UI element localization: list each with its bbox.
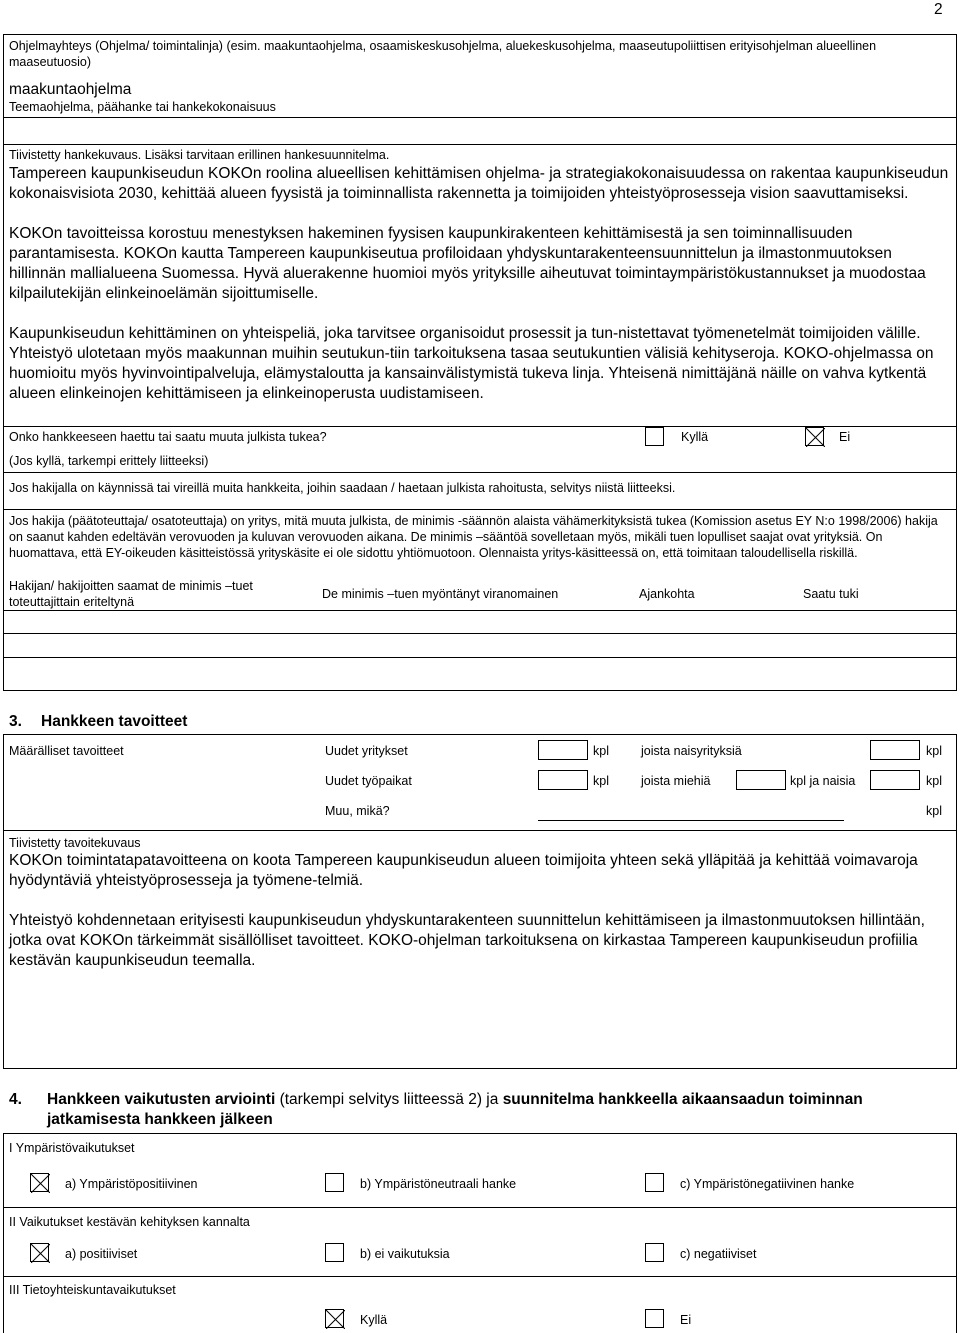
dev-none-label: b) ei vaikutuksia <box>360 1247 450 1261</box>
check-cross-icon <box>326 1310 345 1329</box>
summary-paragraph: KOKOn tavoitteissa korostuu menestyksen hakeminen fyysisen kaupunkirakenteen kehittämisestä ja sen toiminnallisuuden parantamisesta. KOKOn kautta Tampereen kaupunkiseutua profiloidaan yhdyskuntarakenteensuunnittelun ja ilmastonmuutoksen hillinnän mallialueena Suomessa. Hyvä aluerakenne huomioi myös yrityksille aiheutuvat toimintaympäristökustannukset ja muodostaa kilpailutekijän elinkeinoelämän sijoittumiselle. <box>9 225 926 302</box>
funding-no-label: Ei <box>839 430 851 444</box>
env-negative-label: c) Ympäristönegatiivinen hanke <box>680 1177 855 1191</box>
divider <box>3 830 957 831</box>
unit-label: kpl <box>593 774 609 788</box>
dev-positive-checkbox[interactable] <box>30 1243 49 1262</box>
women-input[interactable] <box>870 770 920 790</box>
men-input[interactable] <box>736 770 786 790</box>
other-input[interactable] <box>538 820 844 821</box>
quantitative-label: Määrälliset tavoitteet <box>9 744 124 758</box>
section3-number: 3. <box>9 713 22 730</box>
divider <box>3 1207 957 1208</box>
funding-details-label: (Jos kyllä, tarkempi erittely liitteeksi) <box>9 454 209 468</box>
section4-title <box>47 1090 927 1130</box>
dev-negative-checkbox[interactable] <box>645 1243 664 1262</box>
de-minimis-header-authority: De minimis –tuen myöntänyt viranomainen <box>322 587 559 601</box>
unit-label: kpl <box>926 744 942 758</box>
programme-value[interactable]: maakuntaohjelma <box>9 81 132 98</box>
theme-value[interactable] <box>9 119 949 139</box>
unit-label: kpl <box>926 804 942 818</box>
funding-yes-label: Kyllä <box>681 430 709 444</box>
divider <box>3 472 957 473</box>
env-positive-label: a) Ympäristöpositiivinen <box>65 1177 198 1191</box>
env-label: I Ympäristövaikutukset <box>9 1141 135 1155</box>
women-companies-input[interactable] <box>870 740 920 760</box>
unit-label: kpl <box>593 744 609 758</box>
divider <box>3 509 957 510</box>
info-label: III Tietoyhteiskuntavaikutukset <box>9 1283 176 1297</box>
new-companies-input[interactable] <box>538 740 588 760</box>
table-row[interactable] <box>4 634 956 656</box>
section4-number: 4. <box>9 1091 22 1108</box>
check-cross-icon <box>31 1174 50 1193</box>
goal-summary[interactable] <box>9 851 949 971</box>
divider <box>3 1276 957 1277</box>
form-frame-section4 <box>3 1133 957 1333</box>
men-label: joista miehiä <box>641 774 711 788</box>
goal-paragraph: Yhteistyö kohdennetaan erityisesti kaupunkiseudun yhdyskuntarakenteen suunnittelun kehittämiseen ja ilmastonmuutoksen hillintään, jotka ovat KOKOn tärkeimmät sisällölliset tavoitteet. KOKO-ohjelman tarkoituksena on kirkastaa Tampereen kaupunkiseudun profiilia kestävän kaupunkiseudun teemalla. <box>9 912 925 969</box>
de-minimis-text: Jos hakija (päätoteuttaja/ osatoteuttaja) on yritys, mitä muuta julkista, de minimis -säännön alaista vähämerkityksistä tukea (Komission asetus EY N:o 1998/2006) hakija on saanut kahden edeltävän verovuoden ja kuluvan verovuoden aikana. De minimis –sääntöä sovelletaan myös, mikäli tuen lopulliset saajat ovat yrityksiä. On huomattava, että EY-oikeuden käsitteistössä yrityskäsite ei ole sidottu yhtiömuotoon. Olennaista yritys-käsitteessä on, että toimitaan taloudellisella riskillä. <box>9 514 938 560</box>
section4-title-bold: suunnitelma hankkeella aikaansaadun toiminnan jatkamisesta hankkeen jälkeen <box>47 1091 863 1128</box>
section4-title-normal: (tarkempi selvitys liitteessä 2) ja <box>275 1091 503 1108</box>
divider <box>3 144 957 145</box>
section3-title: Hankkeen tavoitteet <box>41 713 188 730</box>
check-cross-icon <box>806 428 825 447</box>
goal-paragraph: KOKOn toimintatapatavoitteena on koota Tampereen kaupunkiseudun alueen toimijoita yhteen sekä ylläpitää ja kehittää voimavaroja hyödyntäviä yhteistyöprosesseja ja työmene-telmiä. <box>9 852 918 889</box>
page-number: 2 <box>934 1 943 18</box>
summary-paragraph: Kaupunkiseudun kehittäminen on yhteispeliä, joka tarvitsee organisoidut prosessit ja tun-nistettavat työmenetelmät toimijoiden välille. Yhteistyö ulotetaan myös maakunnan muihin seutukun-tiin tarkoituksena tasaa seutukuntien välisiä kehityseroja. KOKO-ohjelmassa on huomioitu myös hyvinvointipalveluja, elämystaloutta ja kansainvälistymistä tukeva linja. Yhteisenä nimittäjänä näille on vahva kytkentä alueen elinkeinojen kehittämiseen ja elinkeinoperusta uudistamiseen. <box>9 325 934 402</box>
dev-label: II Vaikutukset kestävän kehityksen kannalta <box>9 1215 250 1229</box>
programme-label: Ohjelmayhteys (Ohjelma/ toimintalinja) (esim. maakuntaohjelma, osaamiskeskusohjelma, aluekeskusohjelma, maaseutupoliittisen erityisohjelman alueellinen maaseutuosio) <box>9 39 877 69</box>
summary-paragraph: Tampereen kaupunkiseudun KOKOn roolina alueellisen kehittämisen ohjelma- ja strategiakokonaisuudessa on rakentaa kaupunkiseudun kokonaisvisiota 2030, kehittää alueen fyysistä ja toiminnallista rakennetta ja toimijoiden yhteistyöprosesseja vision saavuttamiseksi. <box>9 165 949 202</box>
de-minimis-header-date: Ajankohta <box>639 587 695 601</box>
info-no-checkbox[interactable] <box>645 1309 664 1328</box>
project-summary[interactable] <box>9 164 949 404</box>
env-neutral-checkbox[interactable] <box>325 1173 344 1192</box>
funding-question: Onko hankkeeseen haettu tai saatu muuta julkista tukea? <box>9 430 327 444</box>
theme-label: Teemaohjelma, päähanke tai hankekokonaisuus <box>9 100 276 114</box>
funding-yes-checkbox[interactable] <box>645 427 664 446</box>
funding-no-checkbox[interactable] <box>805 427 824 446</box>
de-minimis-header-applicant: Hakijan/ hakijoitten saamat de minimis –tuet toteuttajittain eriteltynä <box>9 579 253 609</box>
section4-title-bold: Hankkeen vaikutusten arviointi <box>47 1091 276 1108</box>
info-yes-checkbox[interactable] <box>325 1309 344 1328</box>
dev-none-checkbox[interactable] <box>325 1243 344 1262</box>
women-label: kpl ja naisia <box>790 774 856 788</box>
dev-positive-label: a) positiiviset <box>65 1247 138 1261</box>
new-jobs-input[interactable] <box>538 770 588 790</box>
info-no-label: Ei <box>680 1313 692 1327</box>
summary-label: Tiivistetty hankekuvaus. Lisäksi tarvitaan erillinen hankesuunnitelma. <box>9 148 390 162</box>
other-projects-label: Jos hakijalla on käynnissä tai vireillä muita hankkeita, joihin saadaan / haetaan julkista rahoitusta, selvitys niistä liitteeksi. <box>9 481 676 495</box>
dev-negative-label: c) negatiiviset <box>680 1247 757 1261</box>
new-jobs-label: Uudet työpaikat <box>325 774 412 788</box>
table-row[interactable] <box>4 611 956 632</box>
env-negative-checkbox[interactable] <box>645 1173 664 1192</box>
goal-summary-label: Tiivistetty tavoitekuvaus <box>9 836 141 850</box>
other-label: Muu, mikä? <box>325 804 390 818</box>
de-minimis-header-amount: Saatu tuki <box>803 587 859 601</box>
unit-label: kpl <box>926 774 942 788</box>
women-companies-label: joista naisyrityksiä <box>641 744 742 758</box>
check-cross-icon <box>31 1244 50 1263</box>
env-positive-checkbox[interactable] <box>30 1173 49 1192</box>
new-companies-label: Uudet yritykset <box>325 744 408 758</box>
env-neutral-label: b) Ympäristöneutraali hanke <box>360 1177 517 1191</box>
table-row[interactable] <box>4 658 956 690</box>
divider <box>3 117 957 118</box>
info-yes-label: Kyllä <box>360 1313 388 1327</box>
